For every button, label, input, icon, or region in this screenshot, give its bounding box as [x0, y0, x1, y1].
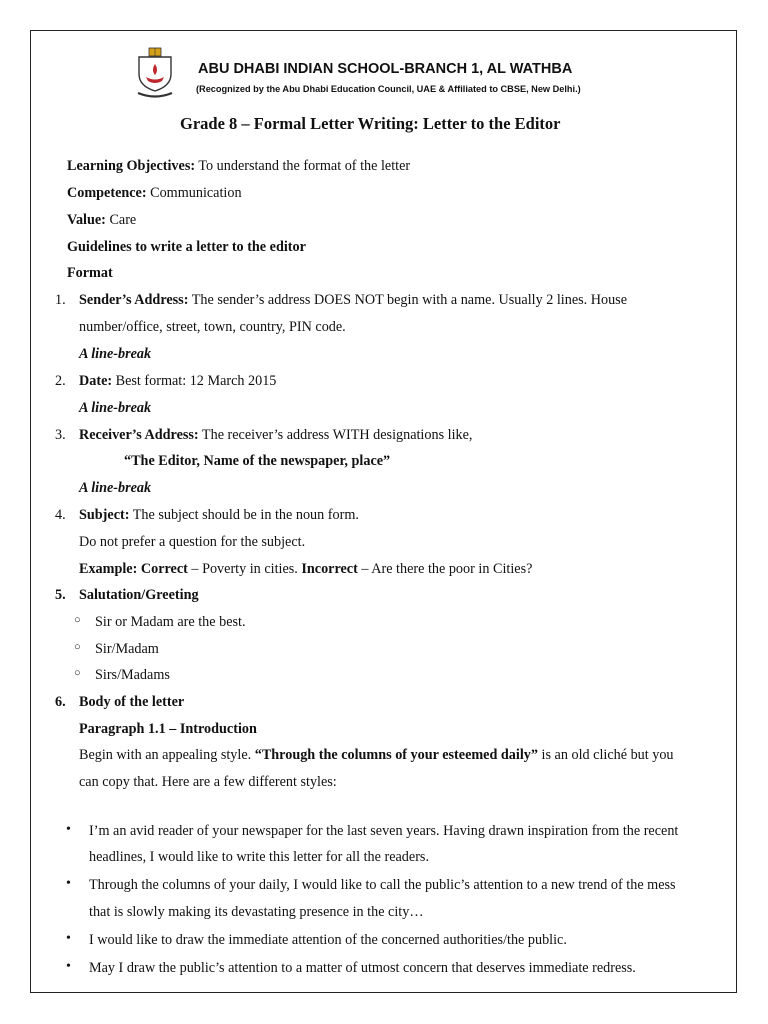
dot-bullet-icon: •	[66, 959, 71, 974]
style-example-line: that is slowly making its devastating presence in the city…	[89, 904, 424, 920]
value-line	[67, 211, 136, 229]
item-number-2: 2.	[55, 373, 66, 389]
competence-value: Communication	[146, 185, 242, 201]
subject-text: The subject should be in the noun form.	[129, 507, 359, 523]
objectives-value: To understand the format of the letter	[195, 158, 411, 174]
salutation-heading: Salutation/Greeting	[79, 587, 199, 603]
incorrect-label: Incorrect	[301, 561, 358, 577]
sender-text: The sender’s address DOES NOT begin with a name. Usually 2 lines. House	[188, 292, 627, 308]
style-example-line: I would like to draw the immediate attention of the concerned authorities/the public.	[89, 932, 567, 948]
style-example-line: Through the columns of your daily, I would like to call the public’s attention to a new trend of the mess	[89, 877, 676, 893]
subject-label: Subject:	[79, 507, 130, 523]
paragraph-heading: Paragraph 1.1 – Introduction	[79, 721, 257, 737]
receiver-line	[79, 426, 472, 444]
intro-text-end: is an old cliché but you	[537, 747, 674, 763]
school-name: ABU DHABI INDIAN SCHOOL-BRANCH 1, AL WATHBA	[198, 61, 573, 77]
item-number-3: 3.	[55, 427, 66, 443]
item-number-1: 1.	[55, 292, 66, 308]
item-number-5: 5.	[55, 587, 66, 603]
circle-bullet-icon: ○	[74, 641, 81, 653]
subject-text-cont: Do not prefer a question for the subject.	[79, 534, 306, 550]
intro-text: Begin with an appealing style.	[79, 747, 255, 763]
example-correct: – Poverty in cities.	[187, 561, 302, 577]
objectives-label: Learning Objectives:	[67, 158, 196, 174]
example-incorrect: – Are there the poor in Cities?	[357, 561, 533, 577]
objectives-line	[67, 157, 410, 175]
body-heading: Body of the letter	[79, 694, 185, 710]
page-title: Grade 8 – Formal Letter Writing: Letter to the Editor	[180, 114, 561, 133]
style-example-line: I’m an avid reader of your newspaper for the last seven years. Having drawn inspiration from the recent	[89, 823, 679, 839]
receiver-example: “The Editor, Name of the newspaper, place”	[124, 453, 391, 469]
style-example-line: May I draw the public’s attention to a matter of utmost concern that deserves immediate redress.	[89, 960, 636, 976]
guidelines-heading: Guidelines to write a letter to the editor	[67, 239, 306, 255]
item-number-6: 6.	[55, 694, 66, 710]
receiver-label: Receiver’s Address:	[79, 427, 199, 443]
line-break-note: A line-break	[79, 480, 152, 496]
line-break-note: A line-break	[79, 346, 152, 362]
subject-line	[79, 506, 359, 524]
date-label: Date:	[79, 373, 113, 389]
salutation-item: Sir or Madam are the best.	[95, 614, 246, 630]
format-heading: Format	[67, 265, 113, 281]
dot-bullet-icon: •	[66, 822, 71, 837]
dot-bullet-icon: •	[66, 876, 71, 891]
style-example-line: headlines, I would like to write this letter for all the readers.	[89, 849, 429, 865]
school-crest-icon	[134, 46, 176, 102]
sender-label: Sender’s Address:	[79, 292, 189, 308]
recognition-line: (Recognized by the Abu Dhabi Education Council, UAE & Affiliated to CBSE, New Delhi.)	[196, 84, 581, 94]
date-text: Best format: 12 March 2015	[112, 373, 277, 389]
competence-label: Competence:	[67, 185, 147, 201]
salutation-item: Sirs/Madams	[95, 667, 170, 683]
salutation-item: Sir/Madam	[95, 641, 159, 657]
line-break-note: A line-break	[79, 400, 152, 416]
item-number-4: 4.	[55, 507, 66, 523]
value-label: Value:	[67, 212, 106, 228]
circle-bullet-icon: ○	[74, 614, 81, 626]
sender-line	[79, 291, 627, 309]
receiver-text: The receiver’s address WITH designations like,	[198, 427, 473, 443]
example-line	[79, 560, 532, 578]
date-line	[79, 372, 276, 390]
value-value: Care	[105, 212, 137, 228]
dot-bullet-icon: •	[66, 931, 71, 946]
intro-quote: “Through the columns of your esteemed daily”	[254, 747, 538, 763]
example-label: Example: Correct	[79, 561, 188, 577]
intro-text-cont: can copy that. Here are a few different styles:	[79, 774, 337, 790]
circle-bullet-icon: ○	[74, 667, 81, 679]
competence-line	[67, 184, 242, 202]
intro-line	[79, 746, 674, 764]
sender-text-cont: number/office, street, town, country, PIN code.	[79, 319, 346, 335]
